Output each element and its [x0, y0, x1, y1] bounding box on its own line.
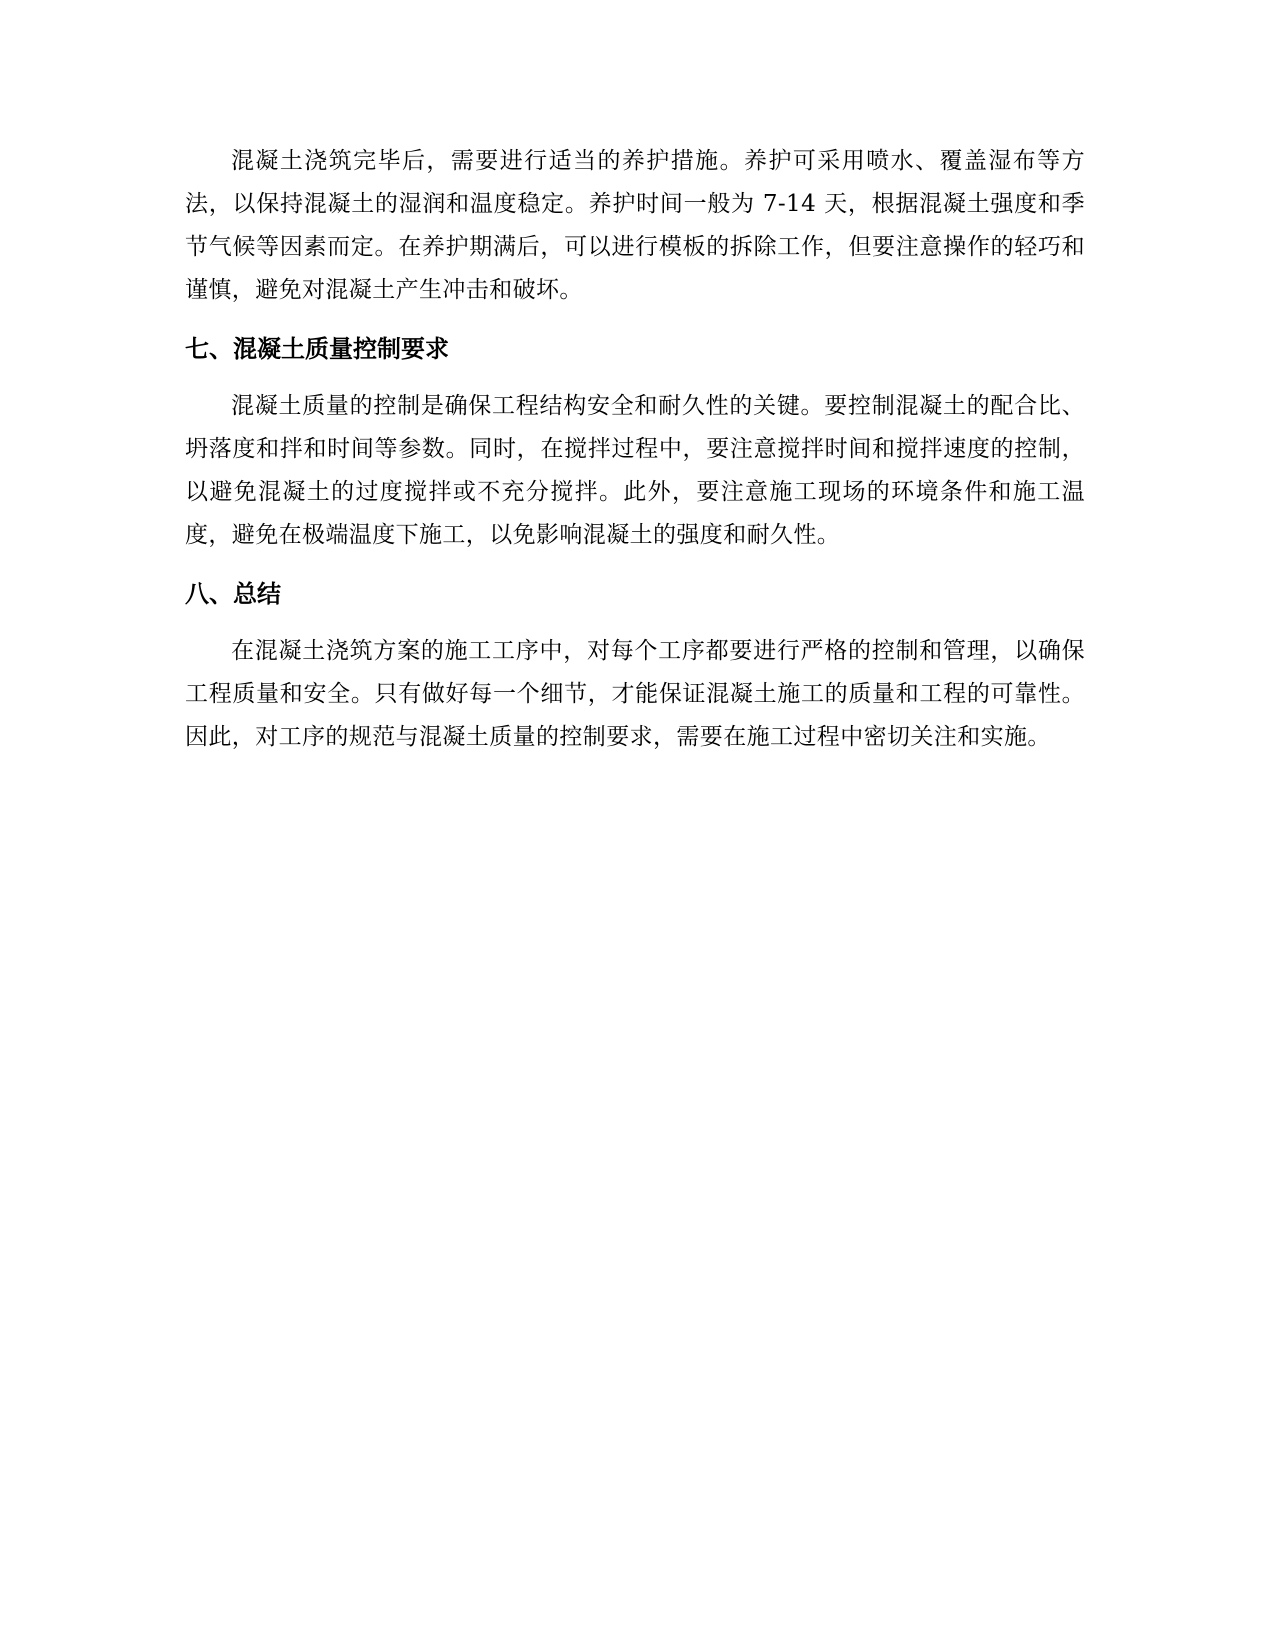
curing-paragraph: 混凝土浇筑完毕后，需要进行适当的养护措施。养护可采用喷水、覆盖湿布等方法，以保持混凝土的湿润和温度稳定。养护时间一般为 7-14 天，根据混凝土强度和季节气候等因素而定。在养护期满后，可以进行模板的拆除工作，但要注意操作的轻巧和谨慎，避免对混凝土产生冲击和破坏。	[185, 148, 1085, 303]
summary-paragraph: 在混凝土浇筑方案的施工工序中，对每个工序都要进行严格的控制和管理，以确保工程质量和安全。只有做好每一个细节，才能保证混凝土施工的质量和工程的可靠性。因此，对工序的规范与混凝土质量的控制要求，需要在施工过程中密切关注和实施。	[185, 638, 1085, 750]
document-page	[185, 140, 1085, 759]
section-7-heading: 七、混凝土质量控制要求	[185, 335, 449, 363]
section-8-heading: 八、总结	[185, 580, 281, 608]
quality-control-paragraph: 混凝土质量的控制是确保工程结构安全和耐久性的关键。要控制混凝土的配合比、坍落度和拌和时间等参数。同时，在搅拌过程中，要注意搅拌时间和搅拌速度的控制，以避免混凝土的过度搅拌或不充分搅拌。此外，要注意施工现场的环境条件和施工温度，避免在极端温度下施工，以免影响混凝土的强度和耐久性。	[185, 393, 1085, 548]
